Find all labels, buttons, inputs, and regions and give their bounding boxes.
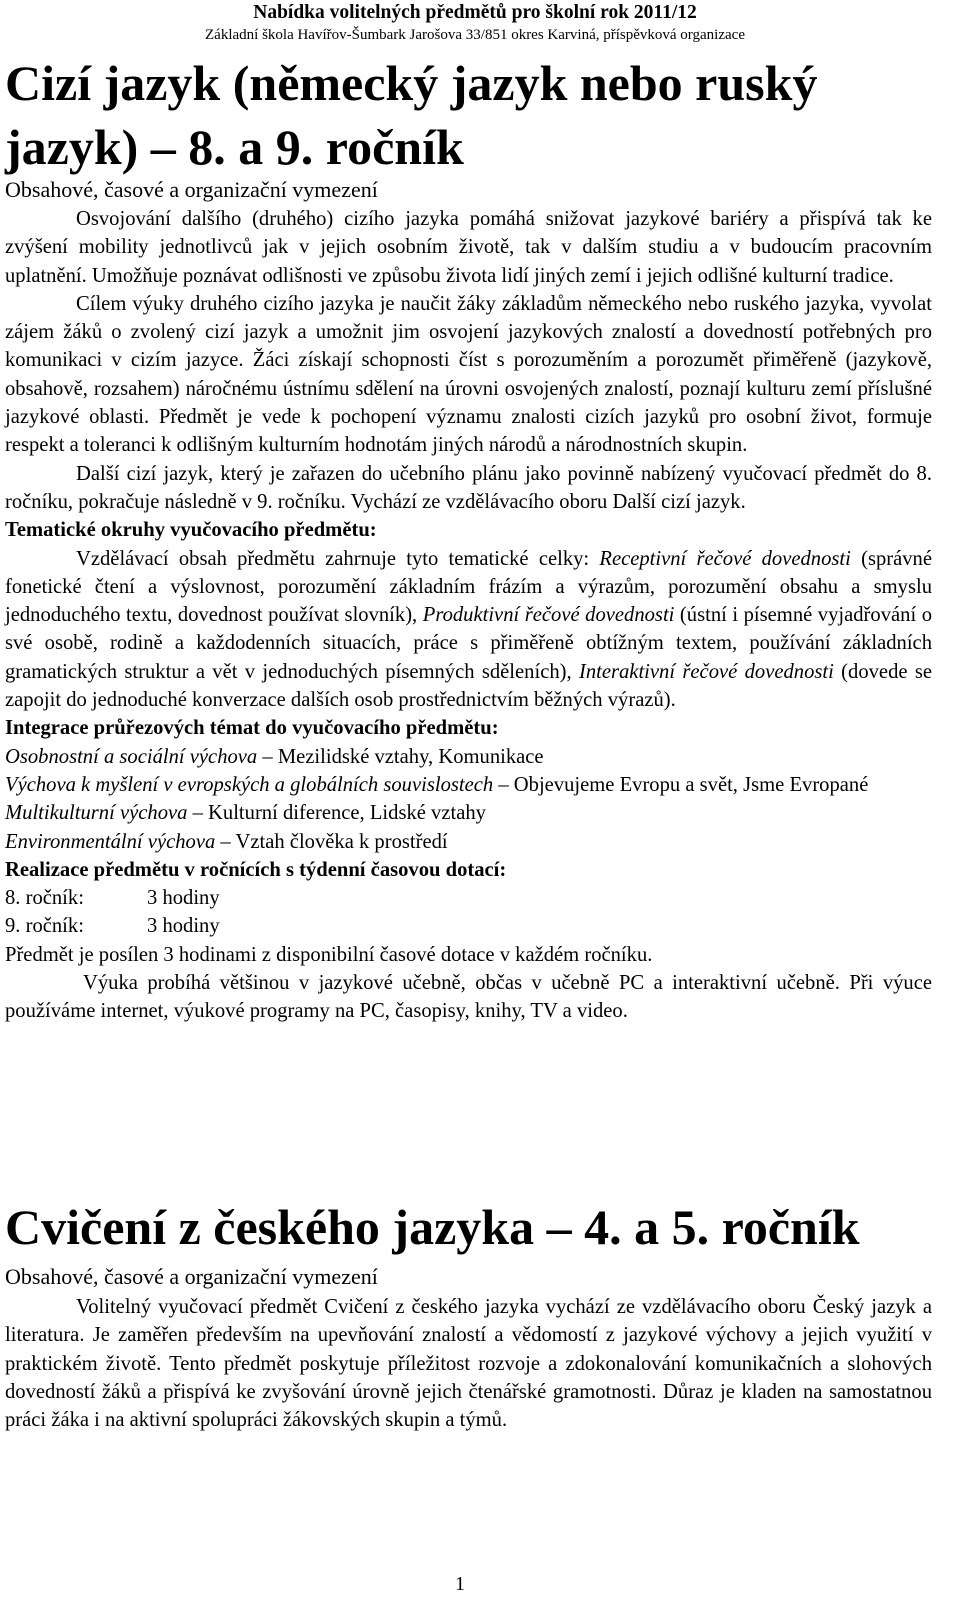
integration-item: Environmentální výchova – Vztah člověka k prostředí <box>5 830 448 853</box>
section1-paragraph-1: Osvojování dalšího (druhého) cizího jazyka pomáhá snižovat jazykové bariéry a přispívá tak ke zvýšení mobility jednotlivců jak v jejich osobním životě, tak v dalším studiu a v budoucím pracovním uplatnění. Umožňuje poznávat odlišnosti ve způsobu života lidí jiných zemí i jejich odlišné kulturní tradice. <box>5 208 932 287</box>
section1-title-line1: Cizí jazyk (německý jazyk nebo ruský <box>5 55 818 111</box>
header-subtitle: Základní škola Havířov-Šumbark Jarošova 33/851 okres Karviná, příspěvková organizace <box>205 27 745 43</box>
topic-productive: Produktivní řečové dovednosti <box>422 604 675 627</box>
section2-title: Cvičení z českého jazyka – 4. a 5. ročník <box>5 1199 860 1255</box>
section1-scope-heading: Obsahové, časové a organizační vymezení <box>5 177 378 202</box>
section1-paragraph-2: Cílem výuky druhého cizího jazyka je naučit žáky základům německého nebo ruského jazyka, vyvolat zájem žáků o zvolený cizí jazyk a umožnit jim osvojení jazykových znalostí a dovedností potřebných pro komunikaci v cizím jazyce. Žáci získají schopnosti číst s porozuměním a porozumět přiměřeně (jazykově, obsahově, rozsahem) náročnému ústnímu sdělení na úrovni osvojených znalostí, poznají kulturu zemí příslušné jazykové oblasti. Předmět je vede k pochopení významu znalosti cizích jazyků pro osobní život, formuje respekt a toleranci k odlišným kulturním hodnotám jiných národů a národnostních skupin. <box>5 292 932 457</box>
hours-note: Předmět je posílen 3 hodinami z disponibilní časové dotace v každém ročníku. <box>5 943 653 966</box>
section2-scope-heading: Obsahové, časové a organizační vymezení <box>5 1264 378 1289</box>
topics-paragraph: Vzdělávací obsah předmětu zahrnuje tyto tematické celky: Receptivní řečové dovednosti (správné fonetické čtení a výslovnost, porozumění základním frázím a výrazům, porozumění obsahu a smyslu jednoduchého textu, dovednost používat slovník), Produktivní řečové dovednosti (ústní i písemné vyjadřování o své osobě, rodině a každodenních situacích, práce s přiměřeně obtížným textem, používání základních gramatických struktur a vět v jednoduchých písemných sděleních), Interaktivní řečové dovednosti (dovede se zapojit do jednoduché konverzace dalších osob prostřednictvím běžných výrazů). <box>5 547 933 712</box>
integration-item: Výchova k myšlení v evropských a globálních souvislostech – Objevujeme Evropu a svět, Jsme Evropané <box>5 773 869 796</box>
hours-heading: Realizace předmětu v ročnících s týdenní časovou dotací: <box>5 858 507 881</box>
section1-paragraph-3: Další cizí jazyk, který je zařazen do učebního plánu jako povinně nabízený vyučovací předmět do 8. ročníku, pokračuje následně v 9. ročníku. Vychází ze vzdělávacího oboru Další cizí jazyk. <box>5 462 932 513</box>
section2-body <box>5 1293 932 1434</box>
integration-heading: Integrace průřezových témat do vyučovacího předmětu: <box>5 717 499 740</box>
integration-item: Osobnostní a sociální výchova – Mezilidské vztahy, Komunikace <box>5 745 544 768</box>
integration-item: Multikulturní výchova – Kulturní diference, Lidské vztahy <box>5 802 486 825</box>
hours-row: 9. ročník: 3 hodiny <box>5 915 220 938</box>
location-paragraph: Výuka probíhá většinou v jazykové učebně, občas v učebně PC a interaktivní učebně. Při výuce používáme internet, výukové programy na PC, časopisy, knihy, TV a video. <box>5 972 932 1023</box>
page-number: 1 <box>455 1573 465 1595</box>
hours-row: 8. ročník: 3 hodiny <box>5 887 220 910</box>
header-title: Nabídka volitelných předmětů pro školní rok 2011/12 <box>253 2 697 23</box>
topic-interactive: Interaktivní řečové dovednosti <box>578 660 834 683</box>
section1-body <box>5 205 932 1026</box>
section1-title-line2: jazyk) – 8. a 9. ročník <box>5 119 464 175</box>
topic-receptive: Receptivní řečové dovednosti <box>599 547 851 570</box>
section2-paragraph-1: Volitelný vyučovací předmět Cvičení z českého jazyka vychází ze vzdělávacího oboru Český jazyk a literatura. Je zaměřen především na upevňování znalostí a vědomostí z jazykové výchovy a jejich využití v praktickém životě. Tento předmět poskytuje příležitost rozvoje a zdokonalování komunikačních a slohových dovedností žáků a přispívá ke zvyšování úrovně jejich čtenářské gramotnosti. Důraz je kladen na samostatnou práci žáka i na aktivní spolupráci žákovských skupin a týmů. <box>5 1296 932 1432</box>
topics-heading: Tematické okruhy vyučovacího předmětu: <box>5 519 377 542</box>
